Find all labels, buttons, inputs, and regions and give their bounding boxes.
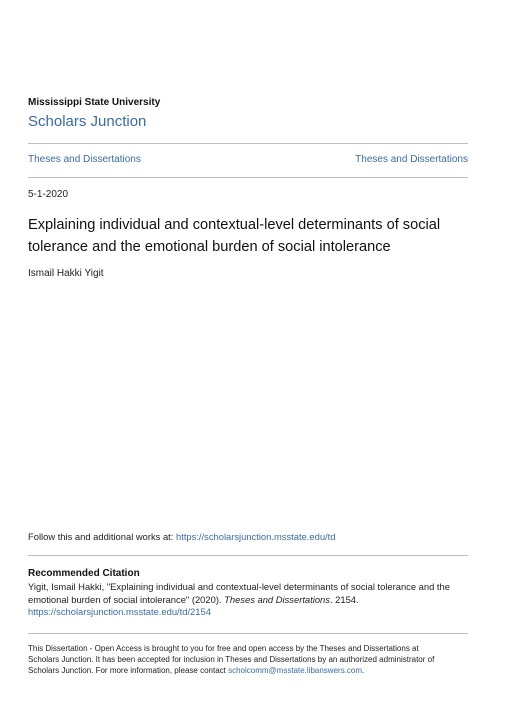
citation-link[interactable]: https://scholarsjunction.msstate.edu/td/2154 xyxy=(28,606,211,617)
citation-heading: Recommended Citation xyxy=(28,568,140,579)
citation-line-2-text: emotional burden of social intolerance" (2020). xyxy=(28,593,225,605)
document-title xyxy=(28,214,468,258)
follow-text: Follow this and additional works at: xyxy=(28,531,176,542)
collection-link-left[interactable]: Theses and Dissertations xyxy=(28,154,141,165)
divider-collections xyxy=(28,177,468,178)
access-statement xyxy=(28,643,468,676)
repository-name[interactable]: Scholars Junction xyxy=(28,113,147,130)
citation-line-2 xyxy=(28,594,468,607)
divider-citation xyxy=(28,555,468,556)
title-line-1: Explaining individual and contextual-level determinants of social xyxy=(28,217,441,233)
footer-line-1: This Dissertation - Open Access is brought to you for free and open access by the Theses and Dissertations at xyxy=(28,644,419,653)
citation-line-2-suffix: . 2154. xyxy=(329,593,359,605)
collection-row xyxy=(28,154,468,165)
title-line-2: tolerance and the emotional burden of social intolerance xyxy=(28,239,391,255)
publication-date: 5-1-2020 xyxy=(28,189,69,200)
citation-journal: Theses and Dissertations xyxy=(224,593,330,605)
follow-link[interactable]: https://scholarsjunction.msstate.edu/td xyxy=(176,531,336,542)
author-name: Ismail Hakki Yigit xyxy=(28,268,104,279)
institution-name: Mississippi State University xyxy=(28,97,161,108)
contact-email-link[interactable]: scholcomm@msstate.libanswers.com xyxy=(228,666,363,675)
divider-footer xyxy=(28,633,468,634)
footer-line-3-text: Scholars Junction. For more information, please contact xyxy=(28,666,229,675)
cover-page xyxy=(28,0,468,720)
follow-line xyxy=(28,531,335,542)
footer-line-3 xyxy=(28,665,468,676)
citation-line-1: Yigit, Ismail Hakki, "Explaining individual and contextual-level determinants of social tolerance and the xyxy=(28,581,450,592)
collection-link-right[interactable]: Theses and Dissertations xyxy=(355,154,468,165)
citation-body xyxy=(28,581,468,619)
divider-top xyxy=(28,143,468,144)
footer-line-2: Scholars Junction. It has been accepted for inclusion in Theses and Dissertations by an authorized administrator of xyxy=(28,655,435,664)
footer-line-3-suffix: . xyxy=(362,666,365,675)
